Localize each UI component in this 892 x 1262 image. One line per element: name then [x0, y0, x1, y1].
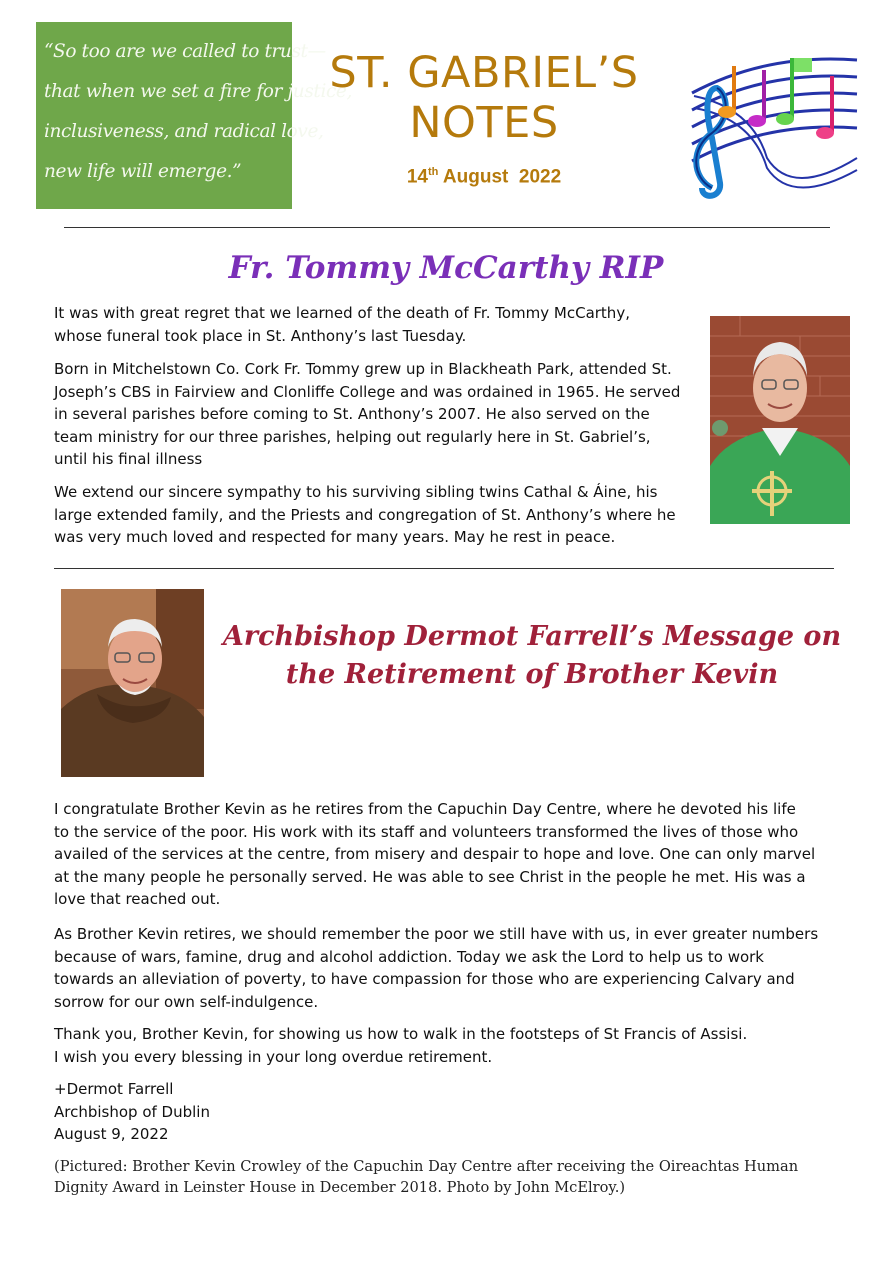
quote-box: [36, 22, 352, 209]
divider: [54, 568, 834, 569]
issue-date: [300, 166, 668, 188]
caption-line: Dignity Award in Leinster House in December 2018. Photo by John McElroy.): [54, 1179, 626, 1196]
text-line: I wish you every blessing in your long overdue retirement.: [54, 1047, 493, 1066]
text-line: was very much loved and respected for many years. May he rest in peace.: [54, 528, 616, 546]
article1-paragraph: [54, 481, 676, 549]
text-line: at the many people he personally served. He was able to see Christ in the people he met. His was a: [54, 867, 806, 886]
title-line-2: NOTES: [409, 98, 559, 148]
text-line: love that reached out.: [54, 890, 221, 908]
text-line: large extended family, and the Priests and congregation of St. Anthony’s where he: [54, 505, 676, 524]
text-line: I congratulate Brother Kevin as he retires from the Capuchin Day Centre, where he devoted his life: [54, 800, 796, 818]
date-suffix: th: [427, 166, 439, 178]
date-rest: August 2022: [442, 166, 562, 188]
text-line: It was with great regret that we learned of the death of Fr. Tommy McCarthy,: [54, 304, 630, 322]
article1-paragraph: [54, 302, 630, 347]
signature-date: August 9, 2022: [54, 1125, 169, 1143]
text-line: until his final illness: [54, 450, 203, 468]
text-line: whose funeral took place in St. Anthony’s last Tuesday.: [54, 326, 467, 345]
quote-line: new life will emerge.”: [44, 161, 242, 182]
text-line: towards an alleviation of poverty, to have compassion for those who are experiencing Calvary and: [54, 970, 795, 988]
quote-line: “So too are we called to trust—: [44, 41, 326, 62]
article1-paragraph: [54, 358, 680, 471]
friar-photo: [61, 589, 204, 777]
text-line: We extend our sincere sympathy to his surviving sibling twins Cathal & Áine, his: [54, 483, 658, 501]
heading-line: Archbishop Dermot Farrell’s Message on: [222, 621, 842, 652]
article2-paragraph: [54, 1023, 747, 1068]
heading-line: the Retirement of Brother Kevin: [285, 659, 779, 690]
priest-photo: [710, 316, 850, 524]
article2-paragraph: [54, 923, 818, 1013]
text-line: Joseph’s CBS in Fairview and Clonliffe College and was ordained in 1965. He served: [54, 382, 681, 401]
text-line: because of wars, famine, drug and alcohol addiction. Today we ask the Lord to help us to work: [54, 947, 764, 966]
quote-line: that when we set a fire for justice,: [44, 81, 352, 102]
divider: [64, 227, 830, 228]
text-line: sorrow for our own self-indulgence.: [54, 992, 319, 1011]
text-line: Born in Mitchelstown Co. Cork Fr. Tommy grew up in Blackheath Park, attended St.: [54, 360, 672, 378]
text-line: in several parishes before coming to St. Anthony’s 2007. He also served on the: [54, 405, 650, 423]
article2-paragraph: [54, 798, 815, 911]
newsletter-title: [300, 48, 668, 148]
quote-line: inclusiveness, and radical love,: [44, 121, 324, 142]
text-line: As Brother Kevin retires, we should remember the poor we still have with us, in ever greater numbers: [54, 925, 819, 943]
caption-line: (Pictured: Brother Kevin Crowley of the Capuchin Day Centre after receiving the Oireachtas Human: [54, 1158, 799, 1175]
text-line: availed of the services at the centre, from misery and despair to hope and love. One can only marvel: [54, 845, 816, 863]
text-line: team ministry for our three parishes, helping out regularly here in St. Gabriel’s,: [54, 427, 651, 446]
signature-title: Archbishop of Dublin: [54, 1102, 210, 1121]
title-line-1: ST. GABRIEL’S: [329, 48, 639, 98]
article2-heading: [222, 618, 842, 694]
text-line: Thank you, Brother Kevin, for showing us how to walk in the footsteps of St Francis of Assisi.: [54, 1025, 748, 1043]
text-line: to the service of the poor. His work with its staff and volunteers transformed the lives of those who: [54, 822, 799, 841]
article1-heading: Fr. Tommy McCarthy RIP: [228, 250, 664, 286]
date-day: 14: [406, 166, 428, 188]
signature-name: +Dermot Farrell: [54, 1080, 174, 1098]
photo-caption: [54, 1156, 844, 1198]
signature-block: [54, 1078, 210, 1146]
music-staff-icon: [672, 48, 862, 204]
